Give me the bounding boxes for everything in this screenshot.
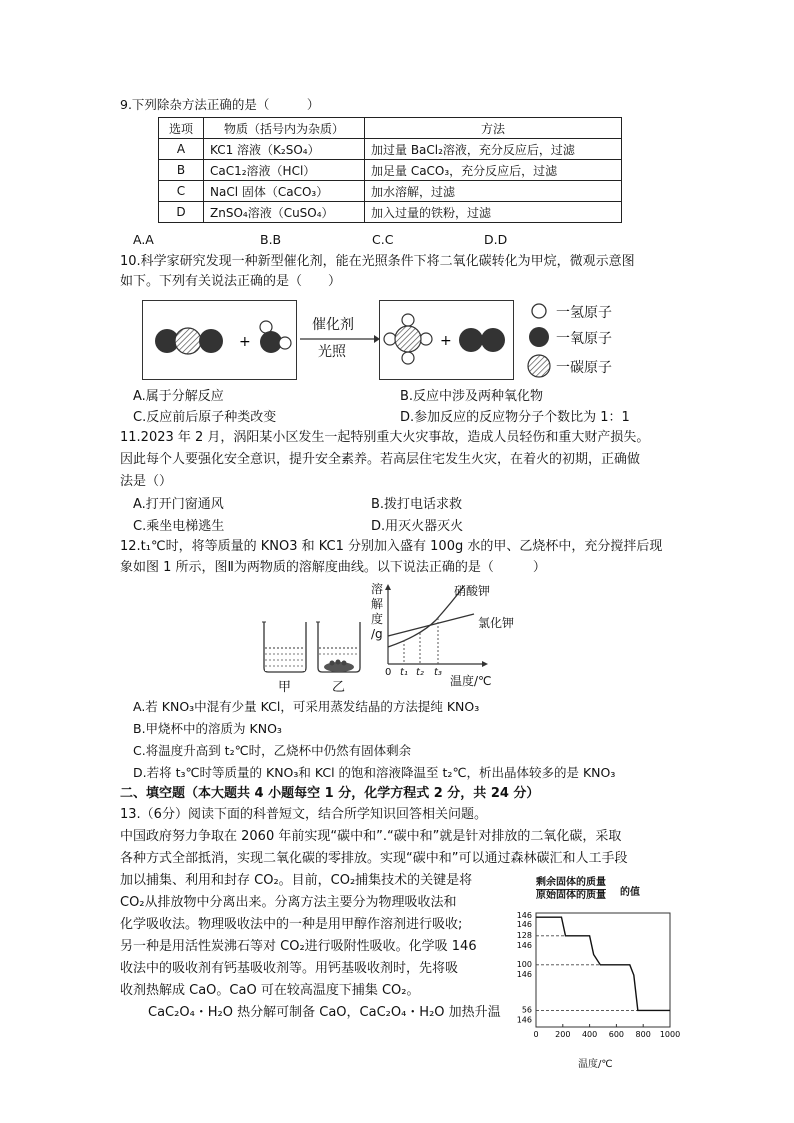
tick-t1: t₁ xyxy=(400,667,408,678)
q11-option-b: B.拨打电话求救 xyxy=(371,497,463,512)
x-tick-label: 1000 xyxy=(659,1030,681,1039)
y-tick-label: 146 xyxy=(516,1015,532,1025)
solubility-xlabel: 温度/℃ xyxy=(450,674,492,688)
chart-title-suffix: 的值 xyxy=(620,887,640,898)
chart-xlabel: 温度/℃ xyxy=(578,1059,613,1070)
q13-paragraph-line: 化学吸收法。物理吸收法中的一种是用甲醇作溶剂进行吸收; xyxy=(120,917,463,932)
table-cell: C xyxy=(159,181,204,202)
q9-option-c: C.C xyxy=(372,232,394,247)
table-row xyxy=(159,160,622,181)
catalyst-label: 催化剂 xyxy=(312,317,354,333)
beakers-figure xyxy=(258,618,368,674)
chart-title-numerator: 剩余固体的质量 xyxy=(536,877,606,888)
q12-option-b: B.甲烧杯中的溶质为 KNO₃ xyxy=(133,721,282,736)
q12-stem-line2: 象如图 1 所示，图Ⅱ为两物质的溶解度曲线。以下说法正确的是（ ） xyxy=(120,560,546,575)
q10-option-d: D.参加反应的反应物分子个数比为 1：1 xyxy=(400,410,630,425)
table-cell: 加水溶解，过滤 xyxy=(365,181,622,202)
table-cell: 加过量 BaCl₂溶液，充分反应后，过滤 xyxy=(365,139,622,160)
legend-oxygen: 一氧原子 xyxy=(556,331,612,347)
curve-label-kno3: 硝酸钾 xyxy=(454,584,491,598)
q11-option-d: D.用灭火器灭火 xyxy=(371,519,464,534)
q13-paragraph-line: CO₂从排放物中分离出来。分离方法主要分为物理吸收法和 xyxy=(120,895,457,910)
table-cell: A xyxy=(159,139,204,160)
q13-paragraph-line: 收剂热解成 CaO。CaO 可在较高温度下捕集 CO₂。 xyxy=(120,983,420,998)
x-tick-label: 200 xyxy=(555,1030,571,1039)
q13-paragraph-line: CaC₂O₄・H₂O 热分解可制备 CaO，CaC₂O₄・H₂O 加热升温 xyxy=(148,1005,501,1020)
table-header: 选项 xyxy=(159,118,204,139)
beaker-yi xyxy=(316,622,360,672)
table-cell: D xyxy=(159,202,204,223)
table-header: 物质（括号内为杂质） xyxy=(204,118,365,139)
tick-t2: t₂ xyxy=(416,667,424,678)
oxygen-atom xyxy=(199,329,223,353)
kno3-curve xyxy=(388,586,464,647)
chart-title-denominator: 原始固体的质量 xyxy=(536,890,606,901)
plus-sign: + xyxy=(239,334,251,350)
x-tick-label: 600 xyxy=(608,1030,625,1039)
oxygen-atom xyxy=(481,328,505,352)
kcl-curve xyxy=(388,614,474,636)
y-tick-label: 128 xyxy=(516,930,532,940)
table-cell: 加足量 CaCO₃，充分反应后，过滤 xyxy=(365,160,622,181)
table-cell: NaCl 固体（CaCO₃） xyxy=(204,181,365,202)
carbon-atom xyxy=(175,328,201,354)
q9-option-b: B.B xyxy=(260,232,282,247)
table-row xyxy=(159,202,622,223)
table-cell: ZnSO₄溶液（CuSO₄） xyxy=(204,202,365,223)
x-tick-label: 0 xyxy=(533,1030,539,1039)
hydrogen-atom xyxy=(402,314,414,326)
table-cell: 加入过量的铁粉，过滤 xyxy=(365,202,622,223)
q13-paragraph-line: 收法中的吸收剂有钙基吸收剂等。用钙基吸收剂时，先将吸 xyxy=(120,961,459,976)
solubility-ylabel: 溶 解 度 /g xyxy=(371,582,384,641)
q12-option-a: A.若 KNO₃中混有少量 KCl，可采用蒸发结晶的方法提纯 KNO₃ xyxy=(133,699,480,714)
y-tick-label: 146 xyxy=(516,911,532,920)
mass-ratio-line xyxy=(536,917,670,1010)
tick-t3: t₃ xyxy=(434,667,442,678)
y-tick-label: 100 xyxy=(516,959,532,969)
table-cell: B xyxy=(159,160,204,181)
q13-paragraph-line: 加以捕集、利用和封存 CO₂。目前，CO₂捕集技术的关键是将 xyxy=(120,873,473,888)
hydrogen-legend-icon xyxy=(532,304,546,318)
plus-sign: + xyxy=(440,333,452,349)
table-header-row xyxy=(159,118,622,139)
oxygen-legend-icon xyxy=(529,327,549,347)
q10-stem-line2: 如下。下列有关说法正确的是（ ） xyxy=(120,274,342,289)
q10-option-a: A.属于分解反应 xyxy=(133,389,224,404)
y-tick-label: 146 xyxy=(516,969,532,979)
legend-hydrogen: 一氢原子 xyxy=(556,305,612,321)
table-row xyxy=(159,139,622,160)
legend-carbon: 一碳原子 xyxy=(556,360,612,376)
q12-option-d: D.若将 t₃℃时等质量的 KNO₃和 KCl 的饱和溶液降温至 t₂℃，析出晶体较多的是 KNO₃ xyxy=(133,765,616,780)
chart-title-fraction xyxy=(536,877,606,902)
section-2-heading: 二、填空题（本大题共 4 小题每空 1 分，化学方程式 2 分，共 24 分） xyxy=(120,786,540,801)
q10-stem-line1: 10.科学家研究发现一种新型催化剂，能在光照条件下将二氧化碳转化为甲烷，微观示意图 xyxy=(120,254,635,269)
hydrogen-atom xyxy=(420,333,432,345)
table-row xyxy=(159,181,622,202)
hydrogen-atom xyxy=(279,337,291,349)
beaker-label-yi: 乙 xyxy=(332,680,346,695)
atom-legend-icons xyxy=(527,300,553,382)
reactant-molecules xyxy=(143,301,296,379)
thermal-decomposition-chart xyxy=(500,905,690,1055)
carbon-atom xyxy=(395,326,421,352)
hydrogen-atom xyxy=(384,333,396,345)
q11-option-c: C.乘坐电梯逃生 xyxy=(133,519,225,534)
table-cell: CaC1₂溶液（HCl） xyxy=(204,160,365,181)
q9-table xyxy=(158,117,622,223)
q13-paragraph-line: 另一种是用活性炭沸石等对 CO₂进行吸附性吸收。化学吸 146 xyxy=(120,939,477,954)
table-header: 方法 xyxy=(365,118,622,139)
curve-label-kcl: 氯化钾 xyxy=(478,616,515,630)
product-molecules xyxy=(380,301,513,379)
q11-stem-line1: 11.2023 年 2 月，涡阳某小区发生一起特别重大火灾事故，造成人员轻伤和重大财产损失。 xyxy=(120,430,650,445)
q12-option-c: C.将温度升高到 t₂℃时，乙烧杯中仍然有固体剩余 xyxy=(133,743,412,758)
q13-paragraph-line: 各种方式全部抵消，实现二氧化碳的零排放。实现“碳中和”可以通过森林碳汇和人工手段 xyxy=(120,851,628,866)
y-tick-label: 146 xyxy=(516,920,532,929)
x-tick-label: 400 xyxy=(581,1030,598,1039)
q11-option-a: A.打开门窗通风 xyxy=(133,497,224,512)
q11-stem-line2: 因此每个人要强化安全意识，提升安全素养。若高层住宅发生火灾，在着火的初期，正确做 xyxy=(120,452,641,467)
q13-stem: 13.（6分）阅读下面的科普短文，结合所学知识回答相关问题。 xyxy=(120,807,487,822)
y-tick-label: 56 xyxy=(521,1005,532,1015)
table-cell: KC1 溶液（K₂SO₄） xyxy=(204,139,365,160)
q13-paragraph-line: 中国政府努力争取在 2060 年前实现“碳中和”.“碳中和”就是针对排放的二氧化碳，采取 xyxy=(120,829,622,844)
beaker-label-jia: 甲 xyxy=(278,680,292,695)
oxygen-atom xyxy=(459,328,483,352)
beaker-jia xyxy=(262,622,306,672)
q9-option-a: A.A xyxy=(133,232,154,247)
light-label: 光照 xyxy=(318,344,346,360)
q10-option-b: B.反应中涉及两种氧化物 xyxy=(400,389,544,404)
q9-stem: 9.下列除杂方法正确的是（ ） xyxy=(120,97,320,112)
q12-stem-line1: 12.t₁℃时，将等质量的 KNO3 和 KC1 分别加入盛有 100g 水的甲、乙烧杯中，充分搅拌后现 xyxy=(120,539,663,554)
product-box xyxy=(379,300,514,380)
reactant-box xyxy=(142,300,297,380)
tick-0: 0 xyxy=(385,667,392,678)
carbon-legend-icon xyxy=(528,355,550,377)
y-tick-label: 146 xyxy=(516,940,532,950)
hydrogen-atom xyxy=(402,352,414,364)
q11-stem-line3: 法是（） xyxy=(120,474,173,489)
q10-option-c: C.反应前后原子种类改变 xyxy=(133,410,277,425)
x-tick-label: 800 xyxy=(635,1030,651,1039)
q9-option-d: D.D xyxy=(484,232,508,247)
